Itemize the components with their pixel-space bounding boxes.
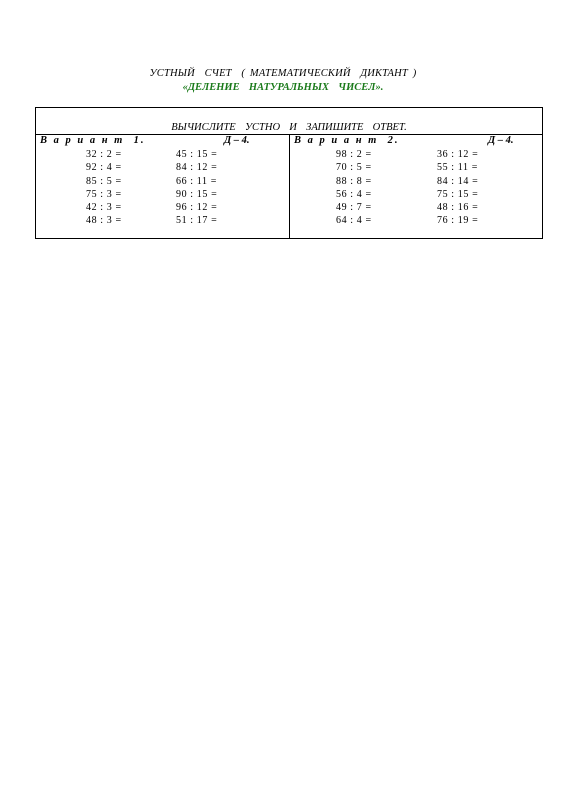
expression: 48 : 16 = <box>437 202 479 214</box>
expression: 85 : 5 = <box>86 175 122 187</box>
variant-1-column-2 <box>176 148 217 228</box>
task-instruction: ВЫЧИСЛИТЕ УСТНО И ЗАПИШИТЕ ОТВЕТ. <box>171 122 407 133</box>
expression: 75 : 15 = <box>437 188 479 200</box>
variant-2-homework: Д – 4. <box>488 135 514 146</box>
expression: 70 : 5 = <box>336 162 372 174</box>
expression: 64 : 4 = <box>336 215 372 227</box>
page-subtitle: «ДЕЛЕНИЕ НАТУРАЛЬНЫХ ЧИСЕЛ». <box>182 82 384 93</box>
task-box <box>35 107 543 239</box>
variant-2-title: В а р и а н т 2. <box>294 135 400 146</box>
expression: 90 : 15 = <box>176 188 218 200</box>
variant-2-column-2 <box>437 148 478 228</box>
variant-1-homework: Д – 4. <box>224 135 250 146</box>
expression: 66 : 11 = <box>176 175 217 187</box>
expression: 96 : 12 = <box>176 202 218 214</box>
expression: 45 : 15 = <box>176 149 218 160</box>
variant-2-column-1 <box>336 148 372 228</box>
variant-1-section <box>36 135 289 239</box>
expression: 88 : 8 = <box>336 175 372 187</box>
expression: 48 : 3 = <box>86 215 122 227</box>
variant-2-section <box>290 135 543 239</box>
expression: 75 : 3 = <box>86 188 122 200</box>
variant-1-title: В а р и а н т 1. <box>40 135 146 146</box>
expression: 56 : 4 = <box>336 188 372 200</box>
expression: 55 : 11 = <box>437 162 478 174</box>
expression: 51 : 17 = <box>176 215 218 227</box>
expression: 98 : 2 = <box>336 149 372 160</box>
expression: 42 : 3 = <box>86 202 122 214</box>
variant-1-column-1 <box>86 148 122 228</box>
expression: 36 : 12 = <box>437 149 479 160</box>
expression: 84 : 14 = <box>437 175 479 187</box>
expression: 49 : 7 = <box>336 202 372 214</box>
page-title: УСТНЫЙ СЧЕТ ( МАТЕМАТИЧЕСКИЙ ДИКТАНТ ) <box>149 68 417 79</box>
expression: 92 : 4 = <box>86 162 122 174</box>
expression: 32 : 2 = <box>86 149 122 160</box>
expression: 76 : 19 = <box>437 215 479 227</box>
expression: 84 : 12 = <box>176 162 218 174</box>
